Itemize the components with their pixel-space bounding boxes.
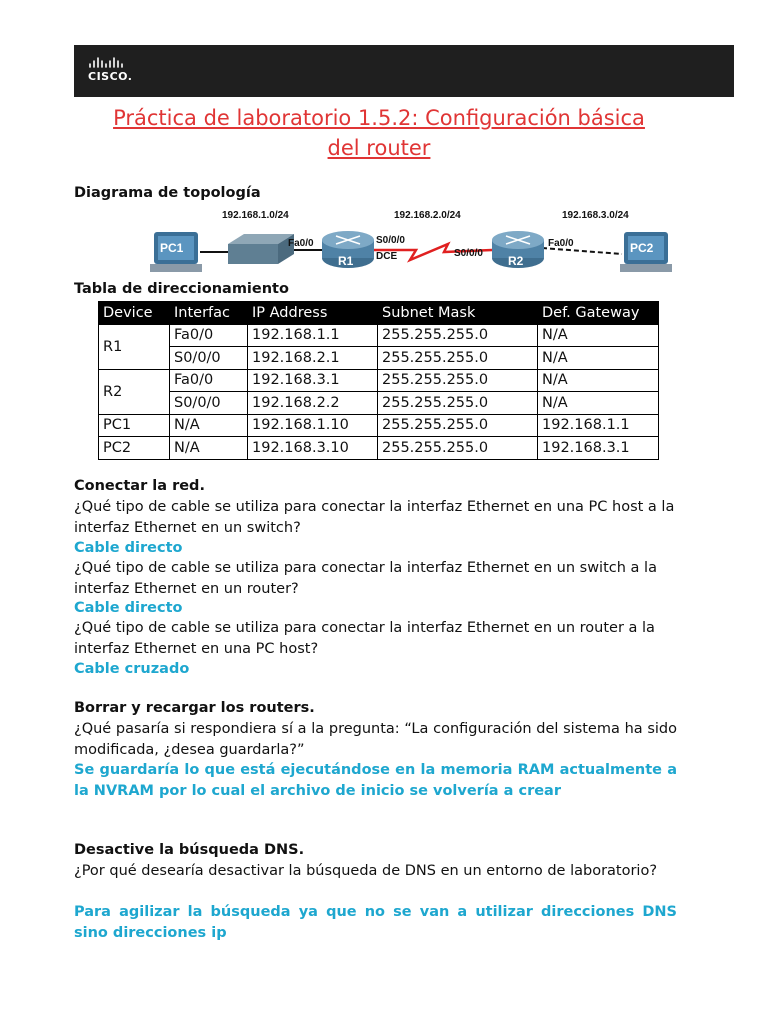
section-heading-dns: Desactive la búsqueda DNS. (74, 842, 305, 858)
table-cell: N/A (538, 369, 659, 392)
table-row (99, 369, 659, 392)
col-header-gateway: Def. Gateway (538, 302, 659, 325)
table-cell: Fa0/0 (170, 324, 248, 347)
table-cell: R1 (99, 324, 170, 369)
answer-text: Cable directo (74, 540, 183, 556)
table-row (99, 347, 659, 370)
table-cell: N/A (170, 414, 248, 437)
r2-fa-port-label: Fa0/0 (548, 238, 574, 249)
cisco-header-banner (74, 45, 734, 97)
title-line-1: Práctica de laboratorio 1.5.2: Configuración básica (113, 106, 645, 130)
network-label-2: 192.168.2.0/24 (394, 210, 461, 221)
answer-text: Cable directo (74, 600, 183, 616)
col-header-ip: IP Address (248, 302, 378, 325)
table-cell: S0/0/0 (170, 392, 248, 415)
col-header-mask: Subnet Mask (378, 302, 538, 325)
question-text: ¿Por qué desearía desactivar la búsqueda de DNS en un entorno de laboratorio? (74, 863, 658, 879)
table-cell: 192.168.3.10 (248, 437, 378, 460)
answer-text: Cable cruzado (74, 661, 190, 677)
table-cell: N/A (538, 347, 659, 370)
table-cell: PC2 (99, 437, 170, 460)
addressing-table (98, 301, 659, 460)
col-header-interface: Interfac (170, 302, 248, 325)
table-cell: 255.255.255.0 (378, 392, 538, 415)
table-cell: 255.255.255.0 (378, 324, 538, 347)
table-row (99, 324, 659, 347)
section-heading-connect: Conectar la red. (74, 478, 205, 494)
pc1-label: PC1 (160, 241, 184, 255)
table-cell: N/A (538, 392, 659, 415)
table-row (99, 414, 659, 437)
table-cell: N/A (538, 324, 659, 347)
r1-label: R1 (338, 254, 354, 268)
table-cell: 192.168.1.1 (248, 324, 378, 347)
topology-heading: Diagrama de topología (74, 185, 261, 201)
answer-text: Para agilizar la búsqueda ya que no se van a utilizar direcciones DNS sino direcciones ip (74, 904, 677, 941)
cisco-logo (88, 57, 132, 83)
table-cell: 192.168.3.1 (538, 437, 659, 460)
table-cell: 192.168.2.2 (248, 392, 378, 415)
section-heading-reset: Borrar y recargar los routers. (74, 700, 315, 716)
table-row (99, 437, 659, 460)
network-label-3: 192.168.3.0/24 (562, 210, 629, 221)
pc1-icon (150, 232, 202, 272)
table-cell: Fa0/0 (170, 369, 248, 392)
cisco-wordmark: CISCO. (88, 70, 133, 83)
dce-label: DCE (376, 251, 398, 262)
pc2-icon (620, 232, 672, 272)
table-cell: PC1 (99, 414, 170, 437)
r2-label: R2 (508, 254, 524, 268)
question-text: ¿Qué tipo de cable se utiliza para conectar la interfaz Ethernet en un switch a la interfaz Ethernet en un router? (74, 560, 657, 597)
topology-diagram (148, 206, 688, 282)
table-cell: 255.255.255.0 (378, 414, 538, 437)
r1-fa-port-label: Fa0/0 (288, 238, 314, 249)
r1-serial-port-label: S0/0/0 (376, 235, 405, 246)
r2-serial-port-label: S0/0/0 (454, 248, 483, 259)
col-header-device: Device (99, 302, 170, 325)
question-text: ¿Qué tipo de cable se utiliza para conectar la interfaz Ethernet en una PC host a la interfaz Ethernet en un switch? (74, 499, 675, 536)
addressing-table-heading: Tabla de direccionamiento (74, 281, 289, 297)
title-line-2: del router (327, 136, 431, 160)
switch-icon (228, 234, 294, 264)
pc2-label: PC2 (630, 241, 654, 255)
answer-text: Se guardaría lo que está ejecutándose en la memoria RAM actualmente a la NVRAM por lo cual el archivo de inicio se volvería a crear (74, 762, 677, 799)
router-r1-icon (322, 231, 374, 268)
question-text: ¿Qué pasaría si respondiera sí a la pregunta: “La configuración del sistema ha sido modificada, ¿desea guardarla?” (74, 721, 677, 758)
table-cell: S0/0/0 (170, 347, 248, 370)
table-cell: N/A (170, 437, 248, 460)
cisco-bars-icon (88, 57, 130, 69)
table-cell: 255.255.255.0 (378, 369, 538, 392)
router-r2-icon (492, 231, 544, 268)
table-cell: 192.168.3.1 (248, 369, 378, 392)
question-text: ¿Qué tipo de cable se utiliza para conectar la interfaz Ethernet en un router a la interfaz Ethernet en una PC host? (74, 620, 655, 657)
table-cell: 192.168.2.1 (248, 347, 378, 370)
table-cell: 255.255.255.0 (378, 437, 538, 460)
table-cell: R2 (99, 369, 170, 414)
network-label-1: 192.168.1.0/24 (222, 210, 289, 221)
table-cell: 192.168.1.10 (248, 414, 378, 437)
table-row (99, 392, 659, 415)
table-cell: 255.255.255.0 (378, 347, 538, 370)
table-cell: 192.168.1.1 (538, 414, 659, 437)
page-title (74, 103, 684, 163)
table-header-row (99, 302, 659, 325)
